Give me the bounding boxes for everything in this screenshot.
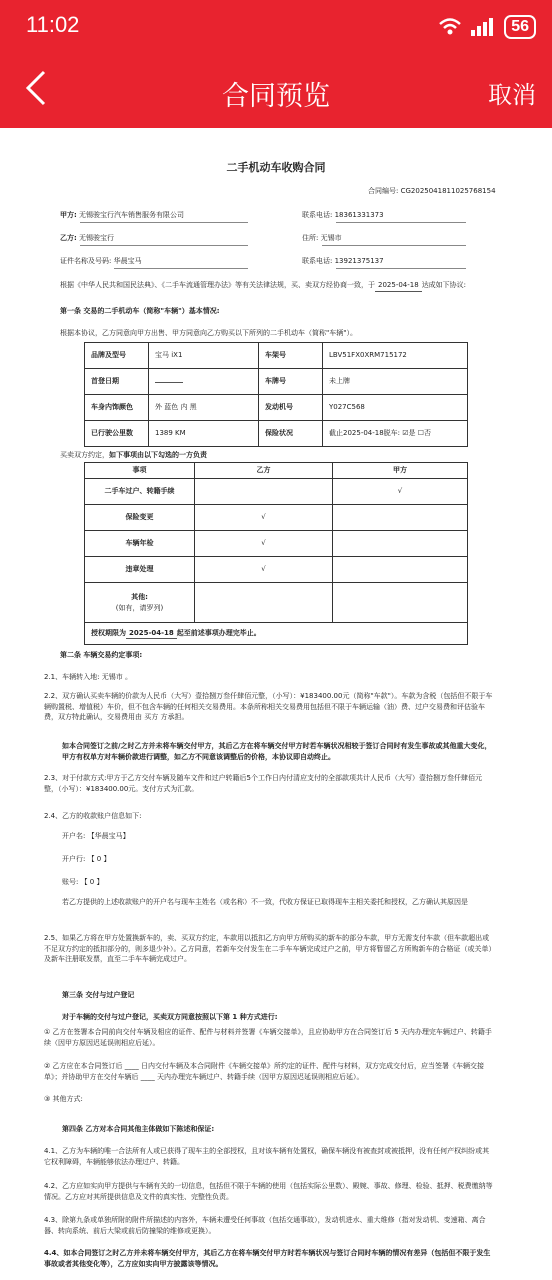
clause-4-1: 4.1、乙方为车辆的唯一合法所有人或已获得了现车主的全部授权，且对该车辆有处置权，确保车辆没有被查封或被抵押，没有任何产权纠纷或其它权利障碍，车辆能够依法办理过户、转籍。	[44, 1147, 490, 1166]
clause-2-2: 2.2、双方确认买卖车辆的价款为人民币（大写）壹拾捌万叁仟肆佰元整，（小写）：¥183400.00元（简称"车款"）。车款为含税（包括但不限于车辆购置税、增值税）车价，但不包含车辆的任何相关交易费用。本条所称相关交易费用包括但不限于车辆运输（油）费、过户交易费和评估验车费，双方特此确认，交易费用由 买方 方承担。	[44, 692, 493, 721]
clause-3-option-2: ② 乙方应在本合同签订后 ____ 日内交付车辆及本合同附件《车辆交接单》所约定的证件、配件与材料，双方完成交付后，应当签署《车辆交接单》；并协助甲方在交付车辆后 ____ 天内办理完车辆过户、转籍手续（因甲方原因迟延误则相应后延）。	[44, 1062, 484, 1081]
reg-date-value	[155, 382, 183, 383]
deadline-date: 2025-04-18	[126, 628, 177, 640]
table2-intro-bold: 如下事项由以下勾选的一方负责	[109, 451, 207, 459]
address-b	[302, 233, 342, 244]
contract-title: 二手机动车收购合同	[226, 161, 326, 174]
cell-color: 外 蓝色 内 黑	[149, 395, 259, 421]
deadline-pre: 授权期限为	[91, 628, 126, 637]
table-row-item: 二手车过户、转籍手续	[85, 479, 195, 505]
article-3-intro: 对于车辆的交付与过户登记，买卖双方同意按照以下第 1 种方式进行:	[62, 1013, 278, 1021]
article-1-title: 第一条 交易的二手机动车（简称"车辆"）基本情况:	[60, 307, 220, 315]
party-b-label: 乙方:	[60, 234, 77, 242]
cell-label: 车牌号	[259, 369, 323, 395]
phone-b-label: 联系电话:	[302, 257, 333, 265]
cell-mileage: 1389 KM	[149, 421, 259, 447]
cell-brand: 宝马 iX1	[149, 343, 259, 369]
clause-2-5: 2.5、如果乙方将在甲方处置换新车的，卖、买双方约定，车款用以抵扣乙方向甲方所购买的新车的部分车款，甲方无需支付车款（但车款超出或不足双方约定的抵扣部分的，则多退少补）。乙方同意，若新车交付发生在二手车车辆完成过户之前，甲方将暂留乙方所购新车的合格证（或关单）及新车注册联发票，直至二手车车辆完成过户。	[44, 934, 492, 963]
id-value: 华晨宝马	[113, 257, 142, 265]
status-icons	[438, 14, 536, 40]
article-3-title: 第三条 交付与过户登记	[62, 991, 135, 999]
table-row-b: √	[195, 531, 333, 557]
responsibility-table	[84, 462, 468, 645]
clause-2-1: 2.1、车辆转入地: 无锡市 。	[44, 673, 132, 681]
table-row-b: √	[195, 557, 333, 583]
cell-plate: 未上牌	[323, 369, 468, 395]
clause-2-4-note: 若乙方提供的上述收款账户的开户名与现车主姓名（或名称）不一致，代收方保证已取得现车主相关委托和授权，乙方确认其原因是	[62, 898, 468, 906]
phone-a-label: 联系电话:	[302, 211, 333, 219]
article-4-title: 第四条 乙方对本合同其他主体做如下陈述和保证:	[62, 1125, 215, 1133]
table2-intro-text: 买卖双方约定，	[60, 451, 109, 459]
party-a	[60, 210, 184, 221]
clause-4-4: 4.4、如本合同签订之时乙方并未将车辆交付甲方，其后乙方在将车辆交付甲方时若车辆状况与签订合同时车辆的情况有差异（包括但不限于发生事故或者其他变化等），乙方应如实向甲方披露该等情况。	[44, 1249, 491, 1268]
header-item: 事项	[85, 463, 195, 479]
cell-reg-date	[149, 369, 259, 395]
account-number: 账号: 【 0 】	[62, 878, 104, 886]
table-row-item: 违章处理	[85, 557, 195, 583]
table-row-a	[333, 557, 468, 583]
clause-4-2: 4.2、乙方应如实向甲方提供与车辆有关的一切信息，包括但不限于车辆的使用（包括实际公里数）、殿婉、事故、修理、检验、抵押、税费缴纳等情况。乙方应对其所提供信息及文件的真实性、完整性负责。	[44, 1182, 493, 1201]
preamble-date: 2025-04-18	[375, 280, 422, 292]
nav-bar	[0, 56, 552, 128]
cell-label: 车身内饰颜色	[85, 395, 149, 421]
clause-3-option-1: ① 乙方在签署本合同前向交付车辆及相应的证件、配件与材料并签署《车辆交接单》，且应协助甲方在合同签订后 5 天内办理完车辆过户、转籍手续（因甲方原因迟延误则相应后延）。	[44, 1028, 492, 1047]
other-sub: (如有，请罗列)	[115, 603, 164, 612]
other-label: 其他:	[131, 593, 148, 601]
authorization-period	[85, 623, 468, 645]
cell-label: 车架号	[259, 343, 323, 369]
table-row-other	[85, 583, 195, 623]
header-party-a: 甲方	[333, 463, 468, 479]
phone-a-value: 18361331373	[334, 211, 384, 219]
clause-2-3: 2.3、对于付款方式:甲方于乙方交付车辆及随车文件和过户转籍后5个工作日内付清应支付的全部款项共计人民币（大写）壹拾捌万叁仟肆佰元整，（小写）：¥183400.00元。支付方式为汇款。	[44, 774, 482, 793]
cell-label: 已行驶公里数	[85, 421, 149, 447]
address-b-value: 无锡市	[320, 234, 342, 242]
id-label: 证件名称及号码:	[60, 257, 112, 265]
cell-label: 发动机号	[259, 395, 323, 421]
preamble-end: 达成如下协议:	[421, 281, 467, 289]
contract-document	[0, 128, 552, 1280]
table-row-b: √	[195, 505, 333, 531]
table-row-a: √	[333, 479, 468, 505]
deadline-post: 起至前述事项办理完毕止。	[176, 628, 261, 637]
cell-vin: LBV51FX0XRM715172	[323, 343, 468, 369]
contract-number-label: 合同编号:	[368, 187, 399, 195]
article-1-intro: 根据本协议，乙方同意向甲方出售、甲方同意向乙方购买以下所列的二手机动车（简称"车辆"）。	[60, 329, 357, 337]
table-row-a	[333, 505, 468, 531]
cell-insurance: 截止2025-04-18脱车: ☑是 ☐否	[323, 421, 468, 447]
cell-label: 首登日期	[85, 369, 149, 395]
table-row-b	[195, 479, 333, 505]
cell-label: 品牌及型号	[85, 343, 149, 369]
clause-3-option-3: ③ 其他方式:	[44, 1095, 83, 1103]
table-row-item: 车辆年检	[85, 531, 195, 557]
clause-2-2-note: 如本合同签订之前/之时乙方并未将车辆交付甲方，其后乙方在将车辆交付甲方时若车辆状况相较于签订合同时有发生事故或其他重大变化，甲方有权单方对车辆价款进行调整，如乙方不同意该调整后的价格，本协议即自动终止。	[62, 742, 492, 761]
party-a-label: 甲方:	[60, 211, 77, 219]
table-row-a	[333, 531, 468, 557]
cell-engine: Y027C568	[323, 395, 468, 421]
vehicle-info-table	[84, 342, 468, 447]
contract-number-value: CG20250418110257681​54	[400, 187, 496, 195]
cancel-button[interactable]: 取消	[488, 81, 536, 109]
contract-number	[368, 186, 496, 197]
cell-label: 保险状况	[259, 421, 323, 447]
address-b-label: 住所:	[302, 234, 319, 242]
battery-indicator: 56	[504, 15, 536, 39]
party-b	[60, 233, 114, 244]
party-a-value: 无锡骏宝行汽车销售服务有限公司	[79, 211, 185, 219]
preamble	[60, 280, 466, 292]
account-bank: 开户行: 【 0 】	[62, 855, 111, 863]
page-title: 合同预览	[222, 81, 330, 112]
phone-b	[302, 256, 384, 267]
phone-b-value: 13921375137	[334, 257, 384, 265]
article-2-title: 第二条 车辆交易约定事项:	[60, 651, 143, 659]
account-name: 开户名: 【华晨宝马】	[62, 832, 130, 840]
phone-a	[302, 210, 384, 221]
signal-icon	[470, 17, 496, 37]
id-document	[60, 256, 142, 267]
wifi-icon	[438, 17, 462, 37]
clause-2-4: 2.4、乙方的收款账户信息如下:	[44, 812, 142, 820]
party-b-value: 无锡骏宝行	[79, 234, 115, 242]
clause-4-3: 4.3、除第九条或单独所附的附件所描述的内容外，车辆未遭受任何事故（包括交通事故），发动机进水、重大维修（指对发动机、变速箱、离合器、转向系统、前后大梁或前后防撞梁的维修或更换）。	[44, 1216, 486, 1235]
status-time: 11:02	[26, 12, 80, 37]
preamble-text: 根据《中华人民共和国民法典》、《二手车流通管理办法》等有关法律法规，买、卖双方经协商一致，于	[60, 281, 375, 289]
table2-intro	[60, 450, 207, 461]
table-row-item: 保险变更	[85, 505, 195, 531]
header-party-b: 乙方	[195, 463, 333, 479]
status-bar	[0, 0, 552, 56]
